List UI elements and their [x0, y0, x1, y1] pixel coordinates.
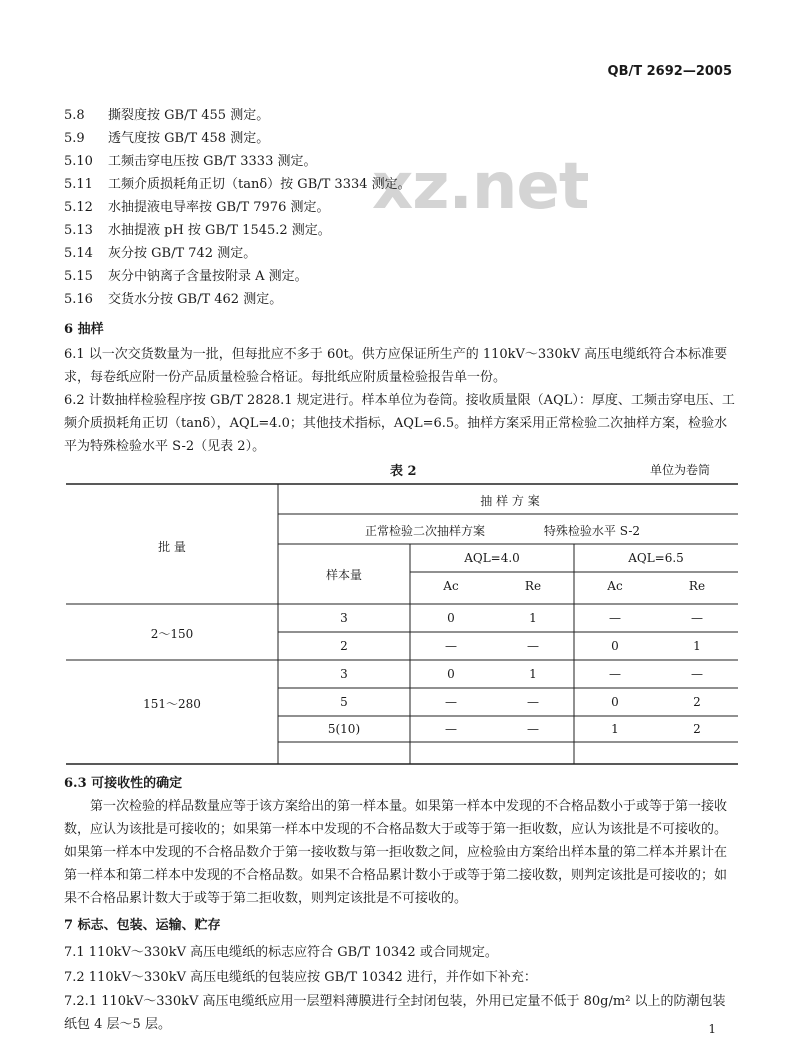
table-ac-cell: 0 — [447, 667, 455, 681]
standard-code: QB/T 2692—2005 — [607, 64, 732, 79]
table-re-cell: — — [527, 695, 539, 709]
table-plan-type: 正常检验二次抽样方案 — [364, 524, 485, 538]
table-sample-cell: 3 — [340, 611, 348, 625]
table-ac-cell: 0 — [611, 695, 619, 709]
table-sample-cell: 5 — [340, 695, 348, 709]
table-sample-cell: 5(10) — [327, 722, 361, 736]
table-re-cell: 2 — [693, 722, 701, 736]
paragraph-6-1: 6.1 以一次交货数量为一批，但每批应不多于 60t。供方应保证所生产的 110kV～330kV 高压电缆纸符合本标准要求，每卷纸应附一份产品质量检验合格证。每批纸应附质量检验报告单一份。 — [64, 347, 728, 385]
table-ac-cell: 0 — [447, 611, 455, 625]
table-header-ac: Ac — [607, 579, 623, 593]
paragraph-7-1: 7.1 110kV～330kV 高压电缆纸的标志应符合 GB/T 10342 或合同规定。 — [64, 945, 498, 960]
table-header-ac: Ac — [443, 579, 459, 593]
table-re-cell: 1 — [529, 667, 537, 681]
table-re-cell: 1 — [693, 639, 701, 653]
table-re-cell: — — [527, 722, 539, 736]
section-7-heading: 7 标志、包装、运输、贮存 — [64, 918, 221, 933]
clause-text: 撕裂度按 GB/T 455 测定。 — [108, 108, 270, 123]
clause-number: 5.9 — [64, 131, 85, 146]
table-header-plan: 抽 样 方 案 — [480, 494, 540, 508]
paragraph-7-2: 7.2 110kV～330kV 高压电缆纸的包装应按 GB/T 10342 进行，并作如下补充： — [64, 970, 537, 985]
table-re-cell: 1 — [529, 611, 537, 625]
clause-text: 灰分中钠离子含量按附录 A 测定。 — [108, 269, 308, 284]
table-ac-cell: — — [445, 695, 457, 709]
clause-text: 工频击穿电压按 GB/T 3333 测定。 — [108, 154, 317, 169]
clause-text: 透气度按 GB/T 458 测定。 — [108, 131, 270, 146]
table-caption: 表 2 — [390, 464, 417, 479]
clause-text: 工频介质损耗角正切（tanδ）按 GB/T 3334 测定。 — [108, 177, 411, 192]
paragraph-6-2: 6.2 计数抽样检验程序按 GB/T 2828.1 规定进行。样本单位为卷筒。接收质量限（AQL）：厚度、工频击穿电压、工频介质损耗角正切（tanδ），AQL=4.0；其他技术指标，AQL=6.5。抽样方案采用正常检验二次抽样方案，检验水平为特殊检验水平 S-2（见表 2）。 — [64, 393, 735, 454]
clause-text: 交货水分按 GB/T 462 测定。 — [108, 292, 283, 307]
table-unit: 单位为卷筒 — [650, 463, 711, 477]
section-6-heading: 6 抽样 — [64, 322, 104, 337]
table-re-cell: — — [527, 639, 539, 653]
table-sample-cell: 2 — [340, 639, 348, 653]
table-ac-cell: 1 — [611, 722, 619, 736]
clause-number: 5.16 — [64, 292, 93, 307]
table-re-cell: — — [691, 611, 703, 625]
table-batch-cell: 151～280 — [143, 697, 201, 711]
clause-text: 水抽提液电导率按 GB/T 7976 测定。 — [108, 200, 330, 215]
page-number: 1 — [708, 1022, 716, 1036]
clause-number: 5.10 — [64, 154, 93, 169]
table-inspection-level: 特殊检验水平 S-2 — [543, 524, 641, 538]
table-header-batch: 批 量 — [158, 540, 186, 554]
watermark-dot: . — [448, 150, 472, 224]
table-re-cell: — — [691, 667, 703, 681]
table-header-sample: 样本量 — [325, 568, 362, 582]
paragraph-6-3: 第一次检验的样品数量应等于该方案给出的第一样本量。如果第一样本中发现的不合格品数小于或等于第一接收数，应认为该批是可接收的；如果第一样本中发现的不合格品数大于或等于第一拒收数，应认为该批是不可接收的。如果第一样本中发现的不合格品数介于第一接收数与第一拒收数之间，应检验由方案给出样本量的第二样本并累计在第一样本和第二样本中发现的不合格品数。如果不合格品累计数小于或等于第二接收数，则判定该批是可接收的；如果不合格品累计数大于或等于第二拒收数，则判定该批是不可接收的。 — [64, 799, 728, 906]
clause-number: 5.8 — [64, 108, 85, 123]
table-header-aql-6-5: AQL=6.5 — [628, 551, 684, 565]
watermark-suffix: net — [471, 150, 589, 224]
clause-number: 5.13 — [64, 223, 93, 238]
table-batch-cell: 2～150 — [150, 627, 194, 641]
watermark-prefix: xz — [372, 150, 449, 224]
table-header-re: Re — [524, 579, 542, 593]
clause-number: 5.14 — [64, 246, 93, 261]
table-sample-cell: 3 — [340, 667, 348, 681]
table-re-cell: 2 — [693, 695, 701, 709]
table-ac-cell: — — [445, 639, 457, 653]
table-ac-cell: — — [445, 722, 457, 736]
section-6-3-heading: 6.3 可接收性的确定 — [64, 776, 183, 791]
table-ac-cell: 0 — [611, 639, 619, 653]
paragraph-7-2-1: 7.2.1 110kV～330kV 高压电缆纸应用一层塑料薄膜进行全封闭包装，外用已定量不低于 80g/m² 以上的防潮包装纸包 4 层～5 层。 — [64, 994, 726, 1032]
clause-number: 5.12 — [64, 200, 93, 215]
clause-text: 灰分按 GB/T 742 测定。 — [108, 246, 257, 261]
table-header-aql-4: AQL=4.0 — [464, 551, 520, 565]
clause-text: 水抽提液 pH 按 GB/T 1545.2 测定。 — [108, 223, 331, 238]
clause-number: 5.11 — [64, 177, 93, 192]
clause-number: 5.15 — [64, 269, 93, 284]
table-header-re: Re — [688, 579, 706, 593]
table-ac-cell: — — [609, 611, 621, 625]
table-ac-cell: — — [609, 667, 621, 681]
